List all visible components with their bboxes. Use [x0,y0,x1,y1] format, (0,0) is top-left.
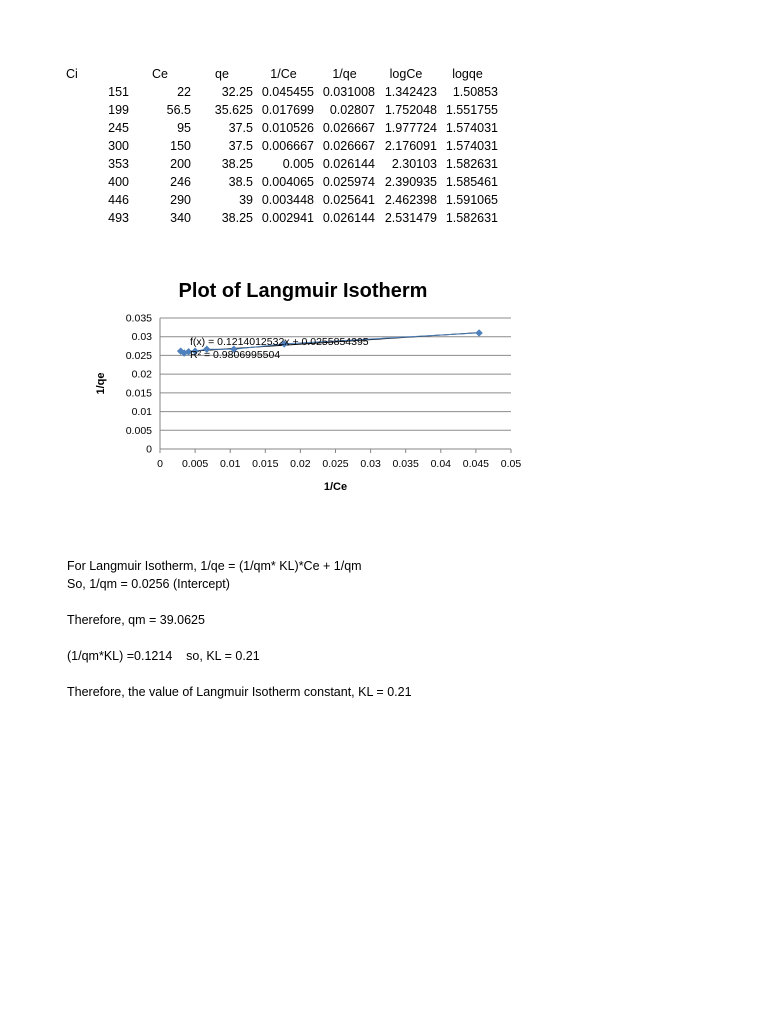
y-axis-label: 1/qe [95,372,107,395]
y-tick-label: 0.03 [131,331,152,344]
table-cell: 1.582631 [445,211,498,225]
table-cell: 0.025974 [322,175,375,189]
table-cell: 200 [170,157,191,171]
table-cell: 38.25 [221,211,253,225]
table-row [62,209,498,227]
table-cell: 0.017699 [261,103,314,117]
data-point [476,330,482,336]
table-cell: 38.25 [221,157,253,171]
chart-title: Plot of Langmuir Isotherm [178,280,428,302]
table-cell: 0.026667 [322,139,375,153]
x-tick-label: 0.03 [360,458,381,470]
table-cell: 1.551755 [445,103,498,117]
table-cell: 0.026144 [322,211,375,225]
table-cell: 400 [108,175,129,189]
table-cell: 0.003448 [261,193,314,207]
table-row [62,173,498,191]
table-cell: 0.026144 [322,157,375,171]
table-cell: 1.752048 [384,103,437,117]
table-cell: 38.5 [228,175,253,189]
table-cell: 39 [239,193,253,207]
table-cell: 150 [170,139,191,153]
x-tick-label: 0.01 [219,458,241,470]
note-line: So, 1/qm = 0.0256 (Intercept) [67,577,230,591]
y-tick-label: 0.02 [131,368,152,381]
table-row [62,191,498,209]
note-line: (1/qm*KL) =0.1214 so, KL = 0.21 [67,649,260,663]
table-row [62,137,498,155]
table-cell: 1.591065 [445,193,498,207]
column-header: qe [215,67,229,81]
column-header: Ce [152,67,168,81]
table-cell: 199 [108,103,129,117]
column-header: 1/Ce [270,67,297,81]
table-cell: 0.045455 [261,85,314,99]
x-tick-label: 0.04 [430,458,452,470]
table-cell: 2.30103 [391,157,437,171]
x-tick-label: 0.015 [252,458,279,470]
trendline-r-squared: R² = 0.9806995504 [190,349,281,361]
y-tick-label: 0.01 [131,406,152,419]
y-tick-label: 0.035 [125,312,152,325]
table-header-row [62,65,498,83]
notes-section [67,557,412,701]
table-cell: 151 [108,85,129,99]
table-cell: 1.574031 [445,121,498,135]
table-cell: 1.585461 [445,175,498,189]
table-cell: 0.026667 [322,121,375,135]
column-header: 1/qe [332,67,357,81]
table-cell: 245 [108,121,129,135]
table-cell: 353 [108,157,129,171]
x-axis-label: 1/Ce [323,481,348,493]
y-tick-label: 0.025 [125,349,152,362]
table-cell: 493 [108,211,129,225]
note-line: Therefore, qm = 39.0625 [67,613,205,627]
table-cell: 0.004065 [261,175,314,189]
table-cell: 22 [177,85,191,99]
y-tick-label: 0.005 [125,424,152,437]
table-cell: 1.342423 [384,85,437,99]
table-row [62,155,498,173]
table-cell: 0.006667 [261,139,314,153]
table-cell: 32.25 [221,85,253,99]
table-cell: 340 [170,211,191,225]
note-line: Therefore, the value of Langmuir Isotherm constant, KL = 0.21 [67,685,412,699]
x-tick-label: 0.025 [322,458,349,470]
langmuir-chart [0,300,606,500]
table-cell: 56.5 [166,103,191,117]
table-row [62,83,498,101]
table-cell: 1.50853 [452,85,498,99]
table-cell: 0.031008 [322,85,375,99]
x-tick-label: 0.05 [500,458,522,470]
table-row [62,101,498,119]
note-line: For Langmuir Isotherm, 1/qe = (1/qm* KL)*Ce + 1/qm [67,559,362,573]
x-tick-label: 0.005 [181,458,209,470]
x-tick-label: 0.02 [290,458,311,470]
column-header: logCe [389,67,423,81]
table-cell: 1.977724 [384,121,437,135]
table-cell: 35.625 [214,103,253,117]
column-header: Ci [66,67,78,81]
table-cell: 1.574031 [445,139,498,153]
table-cell: 0.010526 [261,121,314,135]
table-cell: 95 [177,121,191,135]
table-cell: 1.582631 [445,157,498,171]
table-cell: 446 [108,193,129,207]
x-tick-label: 0 [157,458,163,470]
column-header: logqe [452,67,483,81]
table-cell: 0.025641 [322,193,375,207]
table-cell: 37.5 [228,139,253,153]
x-tick-label: 0.035 [392,458,419,470]
table-cell: 37.5 [228,121,253,135]
table-row [62,119,498,137]
data-table [62,65,498,227]
table-cell: 300 [108,139,129,153]
table-cell: 0.002941 [261,211,314,225]
table-cell: 2.390935 [384,175,437,189]
table-body [62,83,498,227]
table-cell: 2.531479 [384,211,437,225]
x-tick-label: 0.045 [462,458,490,470]
table-cell: 2.462398 [384,193,437,207]
trendline-equation: f(x) = 0.1214012532x + 0.0255854395 [190,336,369,348]
table-cell: 0.02807 [329,103,375,117]
table-cell: 246 [170,175,191,189]
y-tick-label: 0 [146,443,152,456]
table-cell: 0.005 [282,157,314,171]
table-cell: 290 [170,193,191,207]
y-tick-label: 0.015 [125,387,152,400]
table-cell: 2.176091 [384,139,437,153]
